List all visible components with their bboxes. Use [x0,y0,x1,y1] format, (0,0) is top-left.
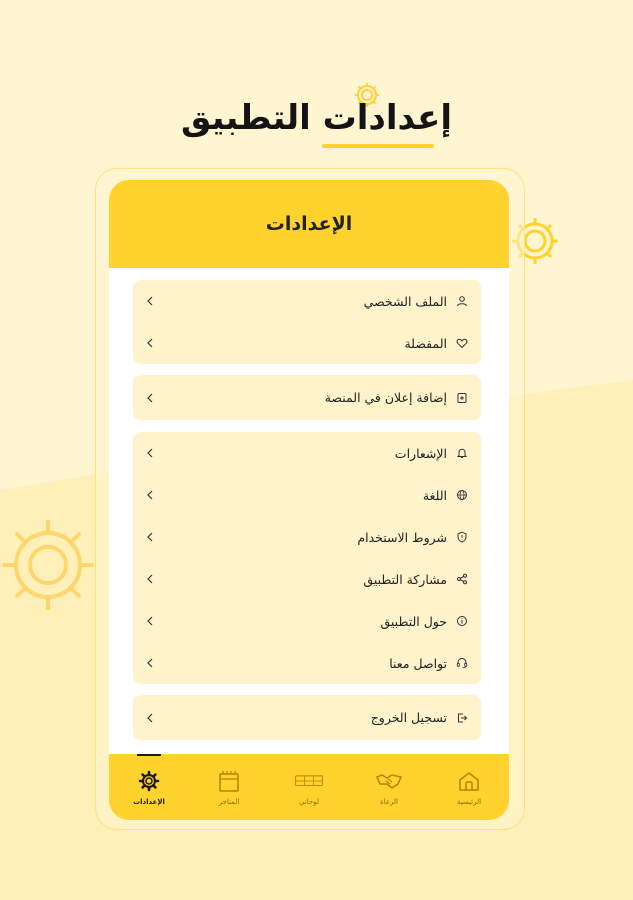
settings-group-general [133,432,481,684]
nav-label: الإعدادات [133,797,165,806]
settings-item-label: شروط الاستخدام [357,529,447,545]
shield-icon [455,530,469,544]
chevron-left-icon [145,657,155,669]
settings-item-notifications[interactable] [133,432,481,474]
nav-label: الرعاة [380,797,398,806]
nav-label: الرئيسية [456,797,482,806]
chevron-left-icon [145,531,155,543]
settings-item-share[interactable] [133,558,481,600]
globe-icon [455,488,469,502]
settings-item-label: الإشعارات [394,445,447,461]
app-header [109,180,509,268]
info-icon [455,614,469,628]
headline-text: إعدادات التطبيق [180,98,453,138]
settings-item-label: حول التطبيق [380,613,447,629]
handshake-icon [375,769,403,793]
nav-label: لوحاتي [299,797,319,806]
settings-item-label: المفضلة [404,335,447,351]
logout-icon [455,711,469,725]
settings-group-ads [133,375,481,420]
headline-underline [322,144,434,148]
nav-item-home[interactable] [438,754,500,820]
settings-item-language[interactable] [133,474,481,516]
nav-label: المتاجر [218,797,240,806]
settings-group-logout [133,695,481,740]
chevron-left-icon [145,392,155,404]
settings-item-contact[interactable] [133,642,481,684]
settings-item-add-ad[interactable] [133,375,481,420]
nav-active-indicator [137,754,161,756]
settings-item-label: تسجيل الخروج [370,710,447,725]
settings-item-profile[interactable] [133,280,481,322]
heart-icon [455,336,469,350]
chevron-left-icon [145,447,155,459]
settings-item-label: تواصل معنا [389,655,447,671]
nav-item-boards[interactable] [278,754,340,820]
nav-item-stores[interactable] [198,754,260,820]
settings-item-terms[interactable] [133,516,481,558]
bell-icon [455,446,469,460]
app-title: الإعدادات [265,213,353,235]
settings-item-label: مشاركة التطبيق [363,571,447,587]
settings-group-account [133,280,481,364]
nav-item-settings[interactable] [118,754,180,820]
settings-item-label: الملف الشخصي [363,293,447,309]
billboard-icon [295,769,323,793]
settings-item-logout[interactable] [133,695,481,740]
settings-item-about[interactable] [133,600,481,642]
chevron-left-icon [145,489,155,501]
add-ad-icon [455,391,469,405]
store-icon [215,769,243,793]
gear-icon [135,769,163,793]
page-headline [0,98,633,138]
chevron-left-icon [145,295,155,307]
nav-item-sponsors[interactable] [358,754,420,820]
settings-item-favorites[interactable] [133,322,481,364]
bottom-nav [109,754,509,820]
user-icon [455,294,469,308]
share-icon [455,572,469,586]
settings-item-label: اللغة [422,487,447,503]
chevron-left-icon [145,337,155,349]
chevron-left-icon [145,615,155,627]
chevron-left-icon [145,712,155,724]
phone-screen [109,180,509,820]
support-icon [455,656,469,670]
home-icon [455,769,483,793]
settings-item-label: إضافة إعلان في المنصة [324,390,447,405]
chevron-left-icon [145,573,155,585]
